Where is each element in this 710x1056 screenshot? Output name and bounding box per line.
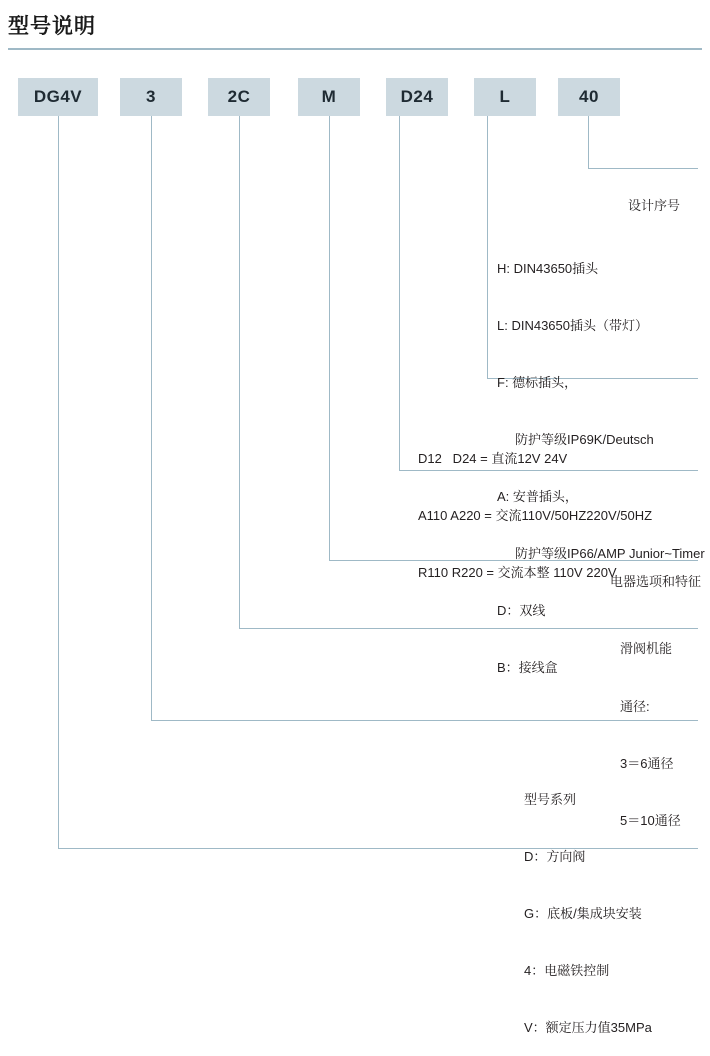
code-box-electrical: M <box>298 78 360 116</box>
annotation-connector-options: H: DIN43650插头 L: DIN43650插头（带灯） F: 德标插头， 防护等级IP69K/Deutsch A: 安普插头， 防护等级IP66/AMP Junior~Timer D：双线 B：接线盒 <box>497 261 705 675</box>
leader-line-series-vertical <box>58 116 59 848</box>
annotation-electrical-options: 电器选项和特征 <box>610 574 702 589</box>
annotation-bore: 通径: 3＝6通径 5＝10通径 <box>620 699 681 828</box>
leader-line-bore-vertical <box>151 116 152 720</box>
page-title: 型号说明 <box>8 15 96 38</box>
annotation-voltage: D12 D24 = 直流12V 24V A110 A220 = 交流110V/50HZ220V/50HZ R110 R220 = 交流本整 110V 220V <box>418 451 653 580</box>
code-box-series: DG4V <box>18 78 98 116</box>
annotation-design-sequence: 设计序号 <box>628 198 681 213</box>
code-box-spool: 2C <box>208 78 270 116</box>
title-divider <box>8 48 702 50</box>
leader-line-bore-horizontal <box>151 720 698 721</box>
annotation-spool-function: 滑阀机能 <box>620 641 673 656</box>
annotation-series: 型号系列 D：方向阀 G：底板/集成块安装 4：电磁铁控制 V：额定压力值35MPa <box>524 792 652 1035</box>
code-box-connector: L <box>474 78 536 116</box>
code-box-bore: 3 <box>120 78 182 116</box>
code-box-design: 40 <box>558 78 620 116</box>
leader-line-connector-vertical <box>487 116 488 378</box>
leader-line-voltage-vertical <box>399 116 400 470</box>
leader-line-design-vertical <box>588 116 589 168</box>
code-box-voltage: D24 <box>386 78 448 116</box>
leader-line-electrical-vertical <box>329 116 330 560</box>
page-title-block <box>8 14 702 40</box>
leader-line-spool-vertical <box>239 116 240 628</box>
